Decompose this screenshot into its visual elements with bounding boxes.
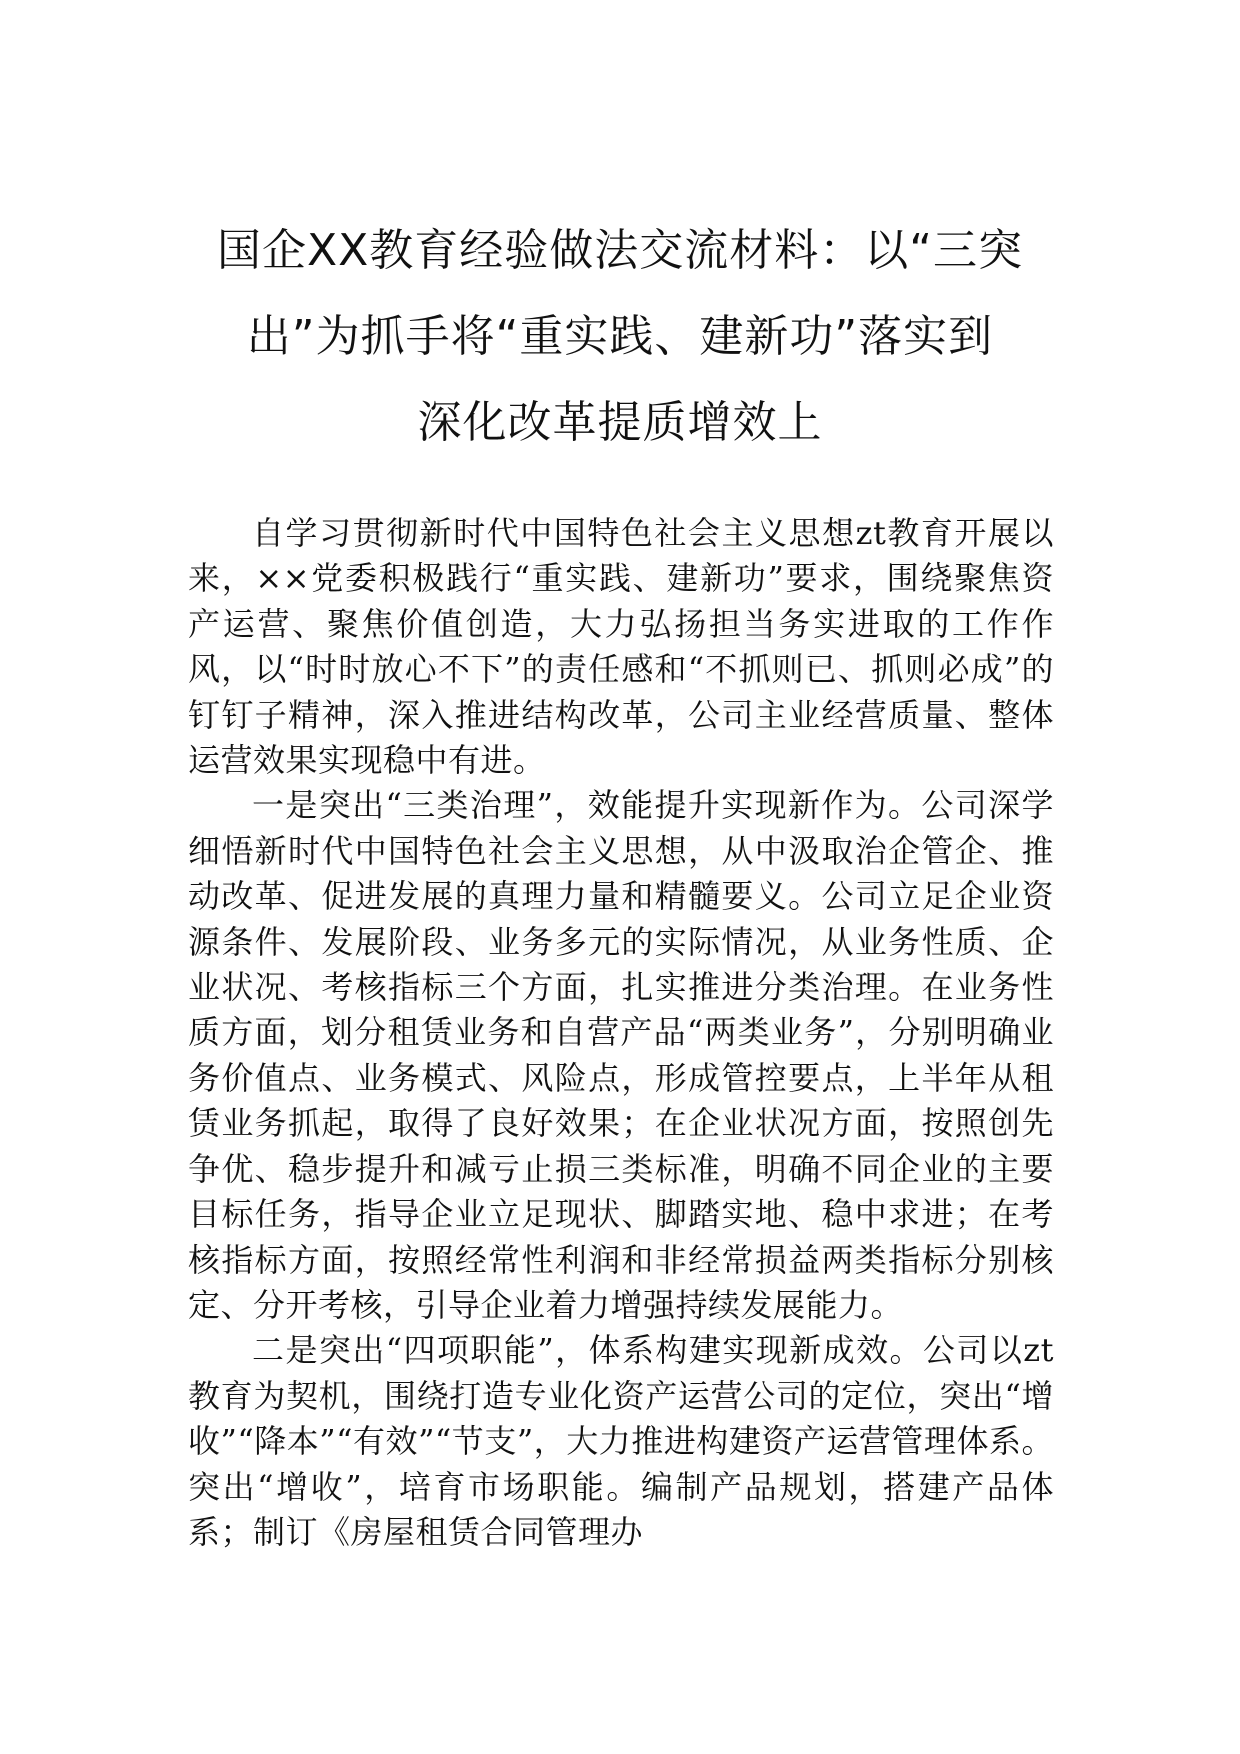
point-one-paragraph: 一是突出“三类治理”，效能提升实现新作为。公司深学细悟新时代中国特色社会主义思想，从中汲取治企管企、推动改革、促进发展的真理力量和精髓要义。公司立足企业资源条件、发展阶段、业务多元的实际情况，从业务性质、企业状况、考核指标三个方面，扎实推进分类治理。在业务性质方面，划分租赁业务和自营产品“两类业务”，分别明确业务价值点、业务模式、风险点，形成管控要点，上半年从租赁业务抓起，取得了良好效果；在企业状况方面，按照创先争优、稳步提升和减亏止损三类标准，明确不同企业的主要目标任务，指导企业立足现状、脚踏实地、稳中求进；在考核指标方面，按照经常性利润和非经常损益两类指标分别核定、分开考核，引导企业着力增强持续发展能力。 — [188, 786, 1054, 1324]
title-line-2: 出”为抓手将“重实践、建新功”落实到 — [246, 311, 994, 362]
intro-paragraph: 自学习贯彻新时代中国特色社会主义思想zt教育开展以来，××党委积极践行“重实践、建新功”要求，围绕聚焦资产运营、聚焦价值创造，大力弘扬担当务实进取的工作作风，以“时时放心不下”的责任感和“不抓则已、抓则必成”的钉钉子精神，深入推进结构改革，公司主业经营质量、整体运营效果实现稳中有进。 — [188, 514, 1054, 780]
document-body — [188, 511, 1054, 1555]
point-two-paragraph: 二是突出“四项职能”，体系构建实现新成效。公司以zt教育为契机，围绕打造专业化资产运营公司的定位，突出“增收”“降本”“有效”“节支”，大力推进构建资产运营管理体系。突出“增收”，培育市场职能。编制产品规划，搭建产品体系；制订《房屋租赁合同管理办 — [188, 1331, 1054, 1551]
document-title — [185, 208, 1055, 466]
title-line-3: 深化改革提质增效上 — [417, 397, 823, 448]
title-line-1: 国企XX教育经验做法交流材料：以“三突 — [216, 225, 1024, 276]
